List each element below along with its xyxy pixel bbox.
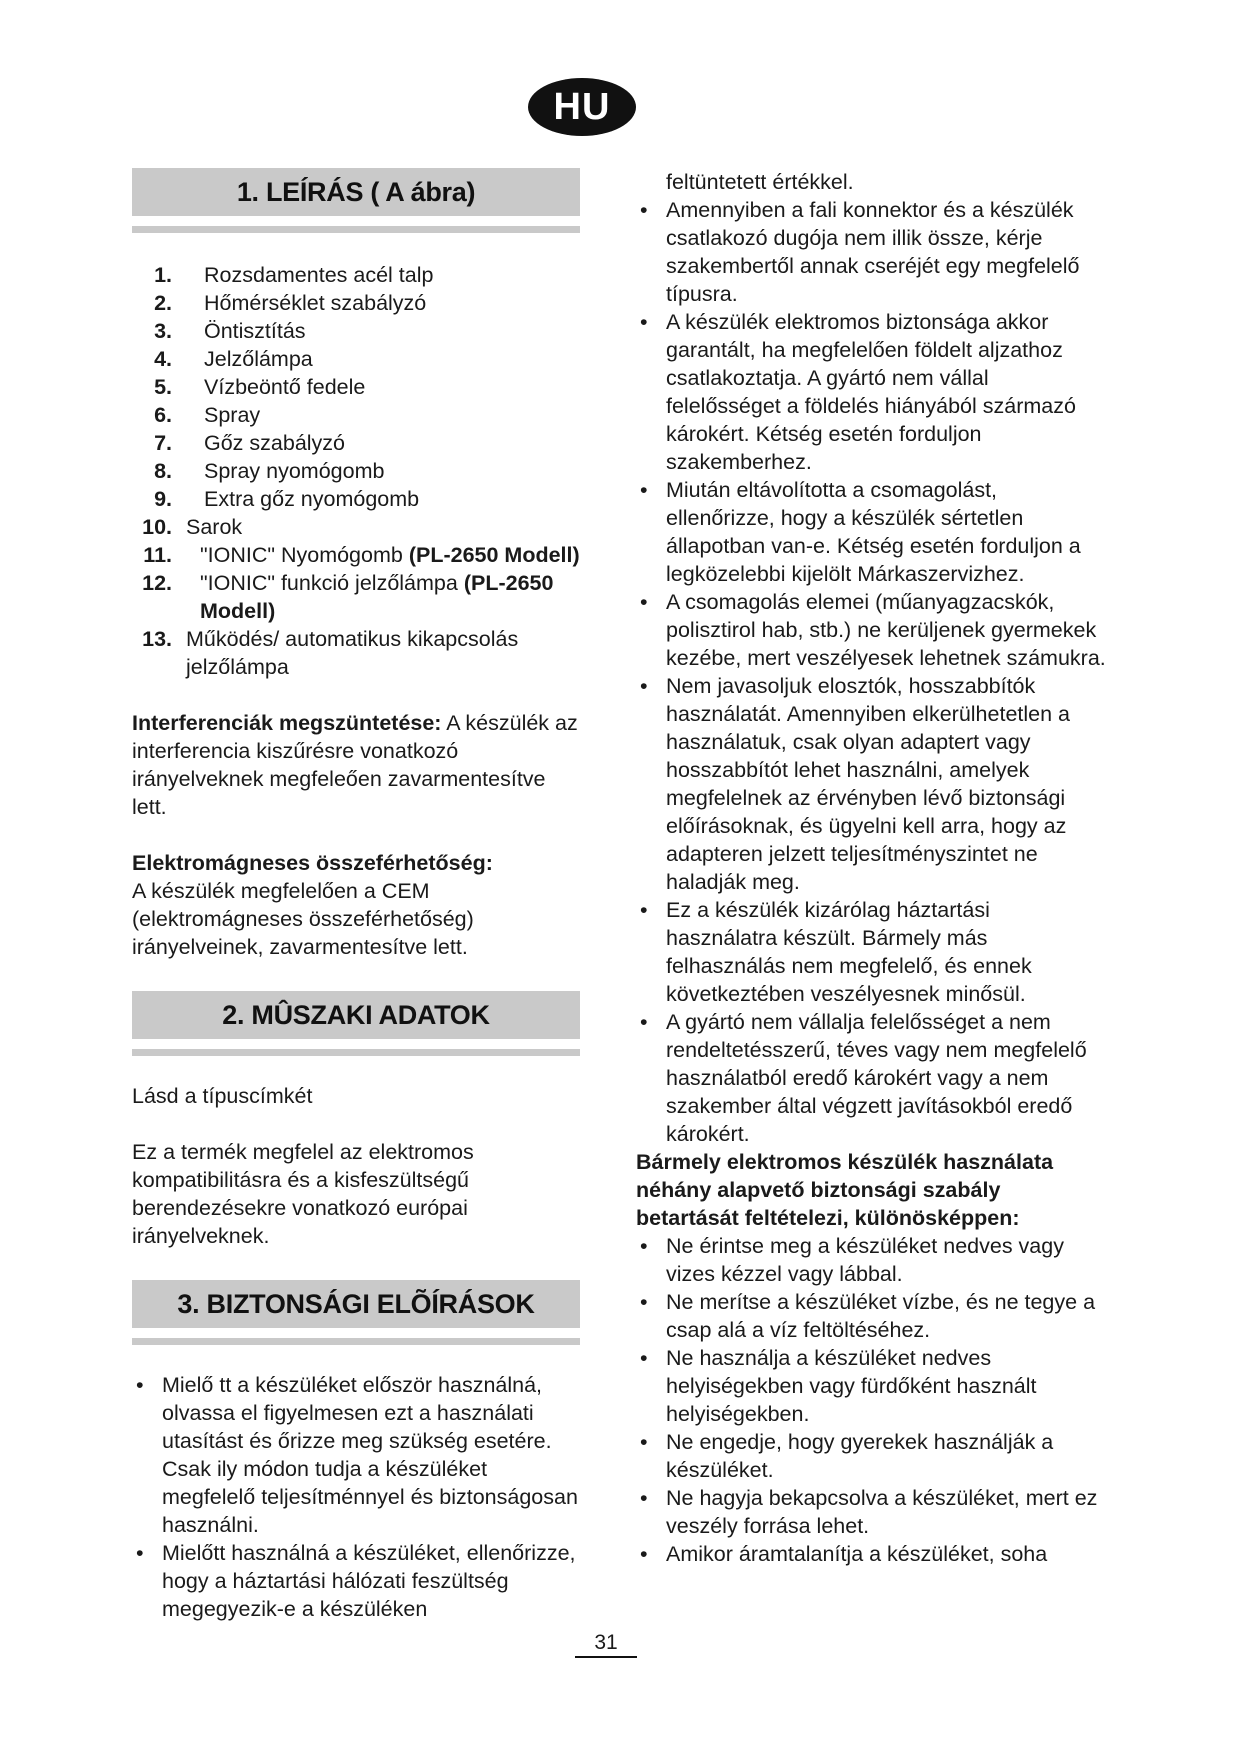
- list-item: • Ne merítse a készüléket vízbe, és ne tegye a csap alá a víz feltöltéséhez.: [636, 1288, 1106, 1344]
- interference-paragraph: [132, 709, 580, 821]
- list-item: [132, 541, 580, 569]
- item-number: 1.: [154, 263, 172, 287]
- technical-paragraph-2: Ez a termék megfelel az elektromos kompatibilitásra és a kisfeszültségű berendezésekre vonatkozó európai irányelveknek.: [132, 1140, 474, 1248]
- list-item: • A készülék elektromos biztonsága akkor garantált, ha megfelelően földelt aljzathoz csatlakoztatja. A gyártó nem vállal felelősséget a földelés hiányából származó károkért. Kétség esetén forduljon szakemberhez.: [636, 308, 1106, 476]
- list-item: [132, 625, 580, 681]
- item-text: Sarok: [186, 515, 243, 539]
- list-item: • A gyártó nem vállalja felelősséget a nem rendeltetésszerű, téves vagy nem megfelelő használatból eredő károkért vagy a nem szakember által végzett javításokból eredő károkért.: [636, 1008, 1106, 1148]
- list-item: [132, 345, 580, 373]
- item-number: 4.: [154, 347, 172, 371]
- list-item: • Amennyiben a fali konnektor és a készülék csatlakozó dugója nem illik össze, kérje szakembertől annak cseréjét egy megfelelő típusra.: [636, 196, 1106, 308]
- list-item: [132, 457, 580, 485]
- item-number: 2.: [154, 291, 172, 315]
- header-rule: [132, 1338, 580, 1345]
- list-item: [132, 569, 580, 625]
- item-text-model: (PL-2650 Modell): [200, 571, 554, 623]
- interference-label: Interferenciák megszüntetése:: [132, 711, 442, 735]
- list-item: • Mielőtt használná a készüléket, ellenőrizze, hogy a háztartási hálózati feszültség megegyezik-e a készüléken: [132, 1539, 580, 1623]
- section-header-technical: [132, 991, 580, 1039]
- list-item: • A csomagolás elemei (műanyagzacskók, polisztirol hab, stb.) ne kerüljenek gyermekek kezébe, mert veszélyesek lehetnek számukra.: [636, 588, 1106, 672]
- item-text: Rozsdamentes acél talp: [204, 263, 434, 287]
- item-number: 3.: [154, 319, 172, 343]
- list-item: [132, 317, 580, 345]
- item-text: [200, 569, 580, 625]
- item-text: Spray nyomógomb: [204, 459, 385, 483]
- interference-text: A készülék az interferencia kiszűrésre vonatkozó irányelveknek megfeleően zavarmentesítve lett.: [132, 711, 578, 819]
- list-item: [132, 485, 580, 513]
- item-text: Spray: [204, 403, 261, 427]
- safety-list-left: [132, 1371, 580, 1623]
- list-item: • Ne engedje, hogy gyerekek használják a készüléket.: [636, 1428, 1106, 1484]
- section-title: 2. MÛSZAKI ADATOK: [222, 999, 490, 1030]
- item-number: 9.: [154, 487, 172, 511]
- emc-paragraph: [132, 849, 580, 961]
- list-item: [132, 513, 580, 541]
- list-item: • Miután eltávolította a csomagolást, ellenőrizze, hogy a készülék sértetlen állapotban van-e. Kétség esetén forduljon a legközelebbi kijelölt Márkaszervizhez.: [636, 476, 1106, 588]
- rules-intro: Bármely elektromos készülék használata néhány alapvető biztonsági szabály betartását feltételezi, különösképpen:: [636, 1150, 1054, 1230]
- item-text: Hőmérséklet szabályzó: [204, 291, 427, 315]
- list-item: • Nem javasoljuk elosztók, hosszabbítók használatát. Amennyiben elkerülhetetlen a használatuk, csak olyan adaptert vagy hosszabbítót lehet használni, amelyek megfelelnek az érvényben lévő biztonsági előírásoknak, és ügyelni kell arra, hogy az adapteren jelzett teljesítményszintet ne haladják meg.: [636, 672, 1106, 896]
- item-number: 5.: [154, 375, 172, 399]
- item-number: 8.: [154, 459, 172, 483]
- page-number: 31: [575, 1630, 637, 1658]
- item-text: Jelzőlámpa: [204, 347, 313, 371]
- list-item: • Ne használja a készüléket nedves helyiségekben vagy fürdőként használt helyiségekben.: [636, 1344, 1106, 1428]
- rules-list: [636, 1232, 1106, 1568]
- item-number: 6.: [154, 403, 172, 427]
- language-badge: HU: [528, 78, 636, 136]
- emc-text: A készülék megfelelően a CEM (elektromágneses összeférhetőség) irányelveinek, zavarmentesítve lett.: [132, 879, 474, 959]
- list-item: [132, 289, 580, 317]
- header-rule: [132, 226, 580, 233]
- item-number: 7.: [154, 431, 172, 455]
- item-text-plain: "IONIC" funkció jelzőlámpa: [200, 571, 464, 595]
- safety-list-right: [636, 196, 1106, 1148]
- item-number: 11.: [143, 543, 172, 567]
- list-item: [132, 401, 580, 429]
- list-item: • Amikor áramtalanítja a készüléket, soha: [636, 1540, 1106, 1568]
- section-header-description: [132, 168, 580, 216]
- item-text-plain: "IONIC" Nyomógomb: [200, 543, 409, 567]
- continued-text: feltüntetett értékkel.: [666, 170, 854, 194]
- parts-list: [132, 261, 580, 681]
- right-column: [636, 168, 1106, 1568]
- item-text: [200, 541, 580, 569]
- item-text: Öntisztítás: [204, 319, 306, 343]
- header-rule: [132, 1049, 580, 1056]
- left-column: [132, 168, 580, 1623]
- item-text: Gőz szabályzó: [204, 431, 346, 455]
- item-number: 10.: [142, 515, 172, 539]
- list-item: [132, 261, 580, 289]
- item-text-model: (PL-2650 Modell): [408, 543, 580, 567]
- item-text: Vízbeöntő fedele: [204, 375, 366, 399]
- technical-paragraph-1: Lásd a típuscímkét: [132, 1084, 313, 1108]
- item-text: Működés/ automatikus kikapcsolás jelzőlámpa: [186, 627, 519, 679]
- emc-label: Elektromágneses összeférhetőség:: [132, 851, 493, 875]
- section-title: 3. BIZTONSÁGI ELÕÍRÁSOK: [177, 1288, 535, 1319]
- item-number: 12.: [142, 571, 172, 595]
- list-item: • Ne érintse meg a készüléket nedves vagy vizes kézzel vagy lábbal.: [636, 1232, 1106, 1288]
- item-number: 13.: [142, 627, 172, 651]
- item-text: Extra gőz nyomógomb: [204, 487, 420, 511]
- section-title: 1. LEÍRÁS ( A ábra): [236, 176, 476, 207]
- list-item: • Ez a készülék kizárólag háztartási használatra készült. Bármely más felhasználás nem megfelelő, és ennek következtében veszélyesnek minősül.: [636, 896, 1106, 1008]
- list-item: [132, 373, 580, 401]
- list-item: • Mielő tt a készüléket először használná, olvassa el figyelmesen ezt a használati utasítást és őrizze meg szükség esetére. Csak ily módon tudja a készüléket megfelelő teljesítménnyel és biztonságosan használni.: [132, 1371, 580, 1539]
- list-item: [132, 429, 580, 457]
- list-item: • Ne hagyja bekapcsolva a készüléket, mert ez veszély forrása lehet.: [636, 1484, 1106, 1540]
- section-header-safety: [132, 1280, 580, 1328]
